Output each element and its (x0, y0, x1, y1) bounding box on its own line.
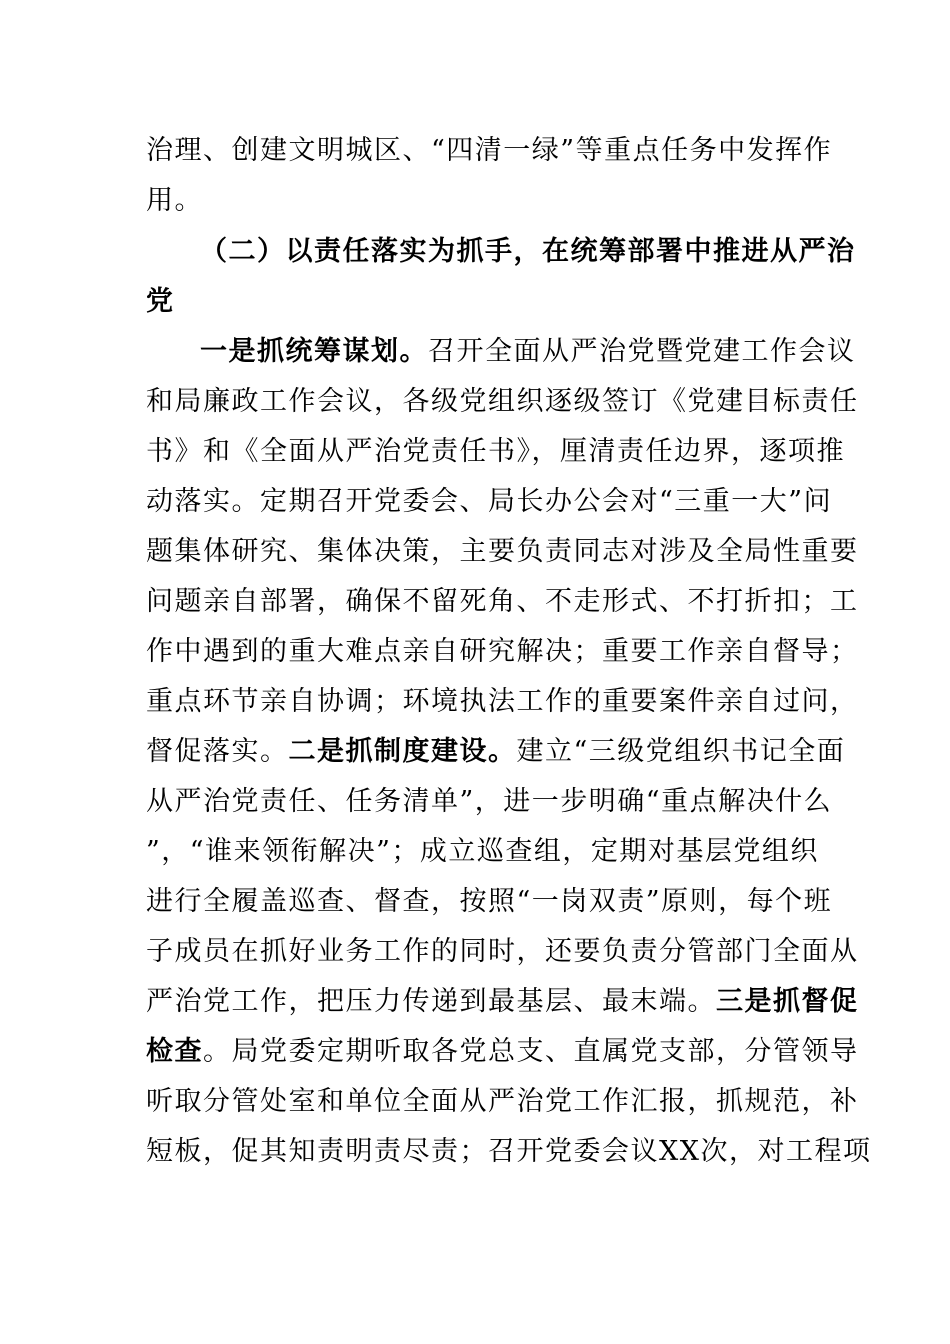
text-segment: 题集体研究、集体决策，主要负责同志对涉及全局性重要 (146, 536, 859, 567)
text-segment: 子成员在抓好业务工作的同时，还要负责分管部门全面从 (146, 936, 859, 967)
bold-lead-in: 一是抓统筹谋划。 (200, 336, 428, 367)
text-line (146, 732, 846, 772)
section-heading (200, 232, 856, 272)
text-segment: 短板，促其知责明责尽责；召开党委会议XX次，对工程项 (146, 1136, 872, 1167)
text-line (146, 131, 833, 171)
text-line (146, 832, 819, 872)
bold-lead-in: 二是抓制度建设。 (288, 736, 517, 767)
text-segment: 书》和《全面从严治党责任书》，厘清责任边界，逐项推 (146, 436, 845, 467)
text-line (146, 632, 859, 672)
text-line (146, 382, 859, 422)
text-segment: 听取分管处室和单位全面从严治党工作汇报，抓规范，补 (146, 1086, 859, 1117)
text-line (146, 181, 806, 221)
text-line (146, 582, 859, 622)
paragraph-first-line (200, 332, 856, 372)
text-segment: ”，“谁来领衔解决”；成立巡查组，定期对基层党组织 (146, 836, 819, 867)
bold-lead-in: 三是抓督促 (716, 986, 859, 1017)
text-line (146, 932, 859, 972)
text-line (146, 682, 859, 722)
text-segment: 建立“三级党组织书记全面 (516, 736, 846, 767)
text-segment: 用。 (146, 185, 203, 216)
text-segment: 督促落实。 (146, 736, 289, 767)
text-line (146, 782, 833, 822)
text-segment: 治理、创建文明城区、“四清一绿”等重点任务中发挥作 (146, 135, 833, 166)
text-segment: 问题亲自部署，确保不留死角、不走形式、不打折扣；工 (146, 586, 859, 617)
text-line (146, 1082, 859, 1122)
text-segment: 和局廉政工作会议，各级党组织逐级签订《党建目标责任 (146, 386, 859, 417)
text-segment: 进行全履盖巡查、督查，按照“一岗双责”原则，每个班 (146, 886, 833, 917)
text-segment: 。局党委定期听取各党总支、直属党支部，分管领导 (203, 1036, 859, 1067)
text-line (146, 1132, 872, 1172)
bold-lead-in: 检查 (146, 1036, 203, 1067)
text-line (146, 882, 833, 922)
section-heading-continued (146, 282, 806, 322)
text-line (146, 982, 859, 1022)
heading-text: 党 (146, 286, 175, 317)
text-line (146, 1032, 859, 1072)
text-segment: 动落实。定期召开党委会、局长办公会对“三重一大”问 (146, 486, 833, 517)
text-segment: 召开全面从严治党暨党建工作会议 (428, 336, 856, 367)
text-segment: 从严治党责任、任务清单”，进一步明确“重点解决什么 (146, 786, 833, 817)
heading-text: （二）以责任落实为抓手，在统筹部署中推进从严治 (200, 236, 856, 267)
text-line (146, 532, 859, 572)
text-segment: 作中遇到的重大难点亲自研究解决；重要工作亲自督导； (146, 636, 859, 667)
text-line (146, 482, 833, 522)
text-segment: 重点环节亲自协调；环境执法工作的重要案件亲自过问， (146, 686, 859, 717)
text-segment: 严治党工作，把压力传递到最基层、最末端。 (146, 986, 716, 1017)
text-line (146, 432, 845, 472)
